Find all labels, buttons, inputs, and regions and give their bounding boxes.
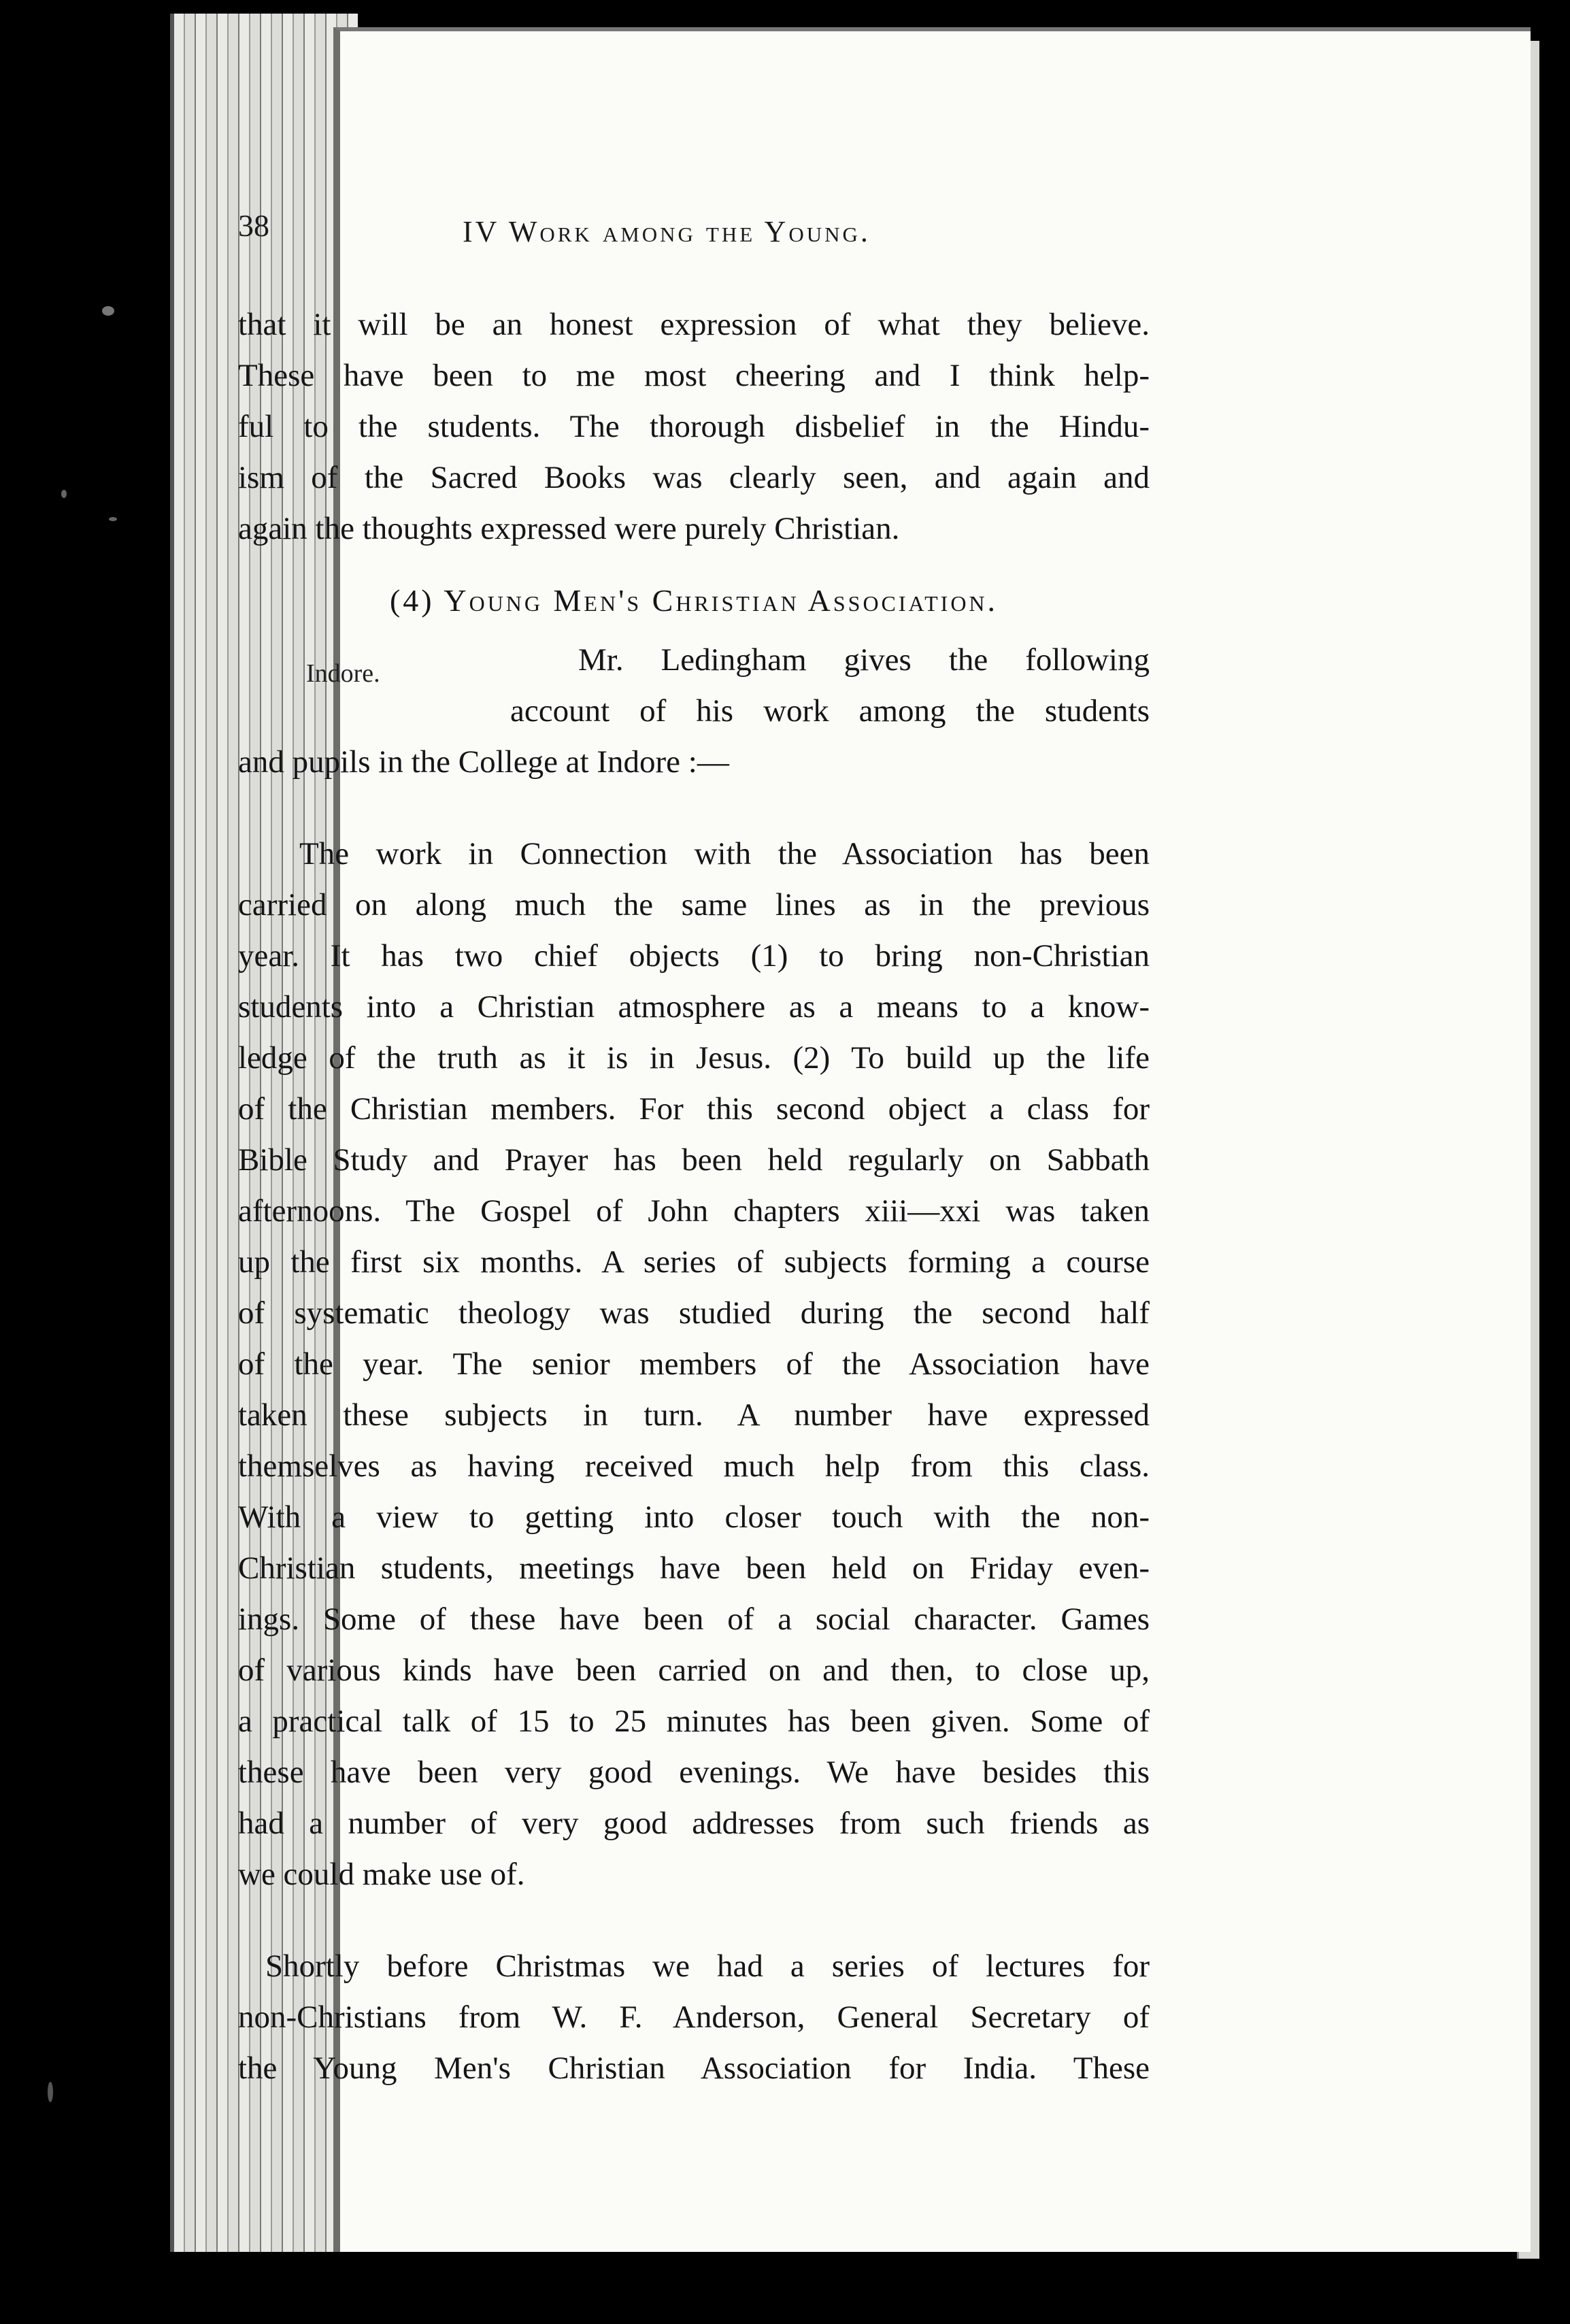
- text-line: The work in Connection with the Association has been: [299, 836, 1150, 872]
- body-text: [238, 299, 1150, 2094]
- text-line: Mr. Ledingham gives the following: [578, 642, 1150, 678]
- page-number: 38: [238, 208, 269, 243]
- text-line: non-Christians from W. F. Anderson, General Secretary of: [238, 1999, 1150, 2035]
- text-line: of the year. The senior members of the Association have: [238, 1346, 1150, 1382]
- text-line: of systematic theology was studied during the second half: [238, 1295, 1150, 1331]
- text-line: These have been to me most cheering and I think help-: [238, 358, 1150, 393]
- text-line: taken these subjects in turn. A number have expressed: [238, 1397, 1150, 1433]
- scan-speck: [109, 517, 117, 521]
- closing-paragraph: [238, 1941, 1150, 2094]
- text-line: year. It has two chief objects (1) to bring non-Christian: [238, 938, 1150, 974]
- text-line: ful to the students. The thorough disbelief in the Hindu-: [238, 409, 1150, 444]
- section-heading: (4) Young Men's Christian Association.: [389, 583, 999, 618]
- margin-note: Indore.: [306, 659, 380, 688]
- text-line: and pupils in the College at Indore :—: [238, 744, 729, 780]
- text-line: Christian students, meetings have been held on Friday even-: [238, 1550, 1150, 1586]
- text-line: the Young Men's Christian Association for India. These: [238, 2051, 1150, 2086]
- text-line: carried on along much the same lines as in the previous: [238, 887, 1150, 923]
- text-line: of various kinds have been carried on and then, to close up,: [238, 1653, 1150, 1688]
- text-line: themselves as having received much help from this class.: [238, 1448, 1150, 1484]
- text-line: had a number of very good addresses from such friends as: [238, 1806, 1150, 1841]
- quoted-paragraph: [238, 829, 1150, 1900]
- text-line: of the Christian members. For this second object a class for: [238, 1091, 1150, 1127]
- text-line: again the thoughts expressed were purely Christian.: [238, 511, 900, 546]
- text-line: Shortly before Christmas we had a series of lectures for: [265, 1948, 1150, 1984]
- text-line: ism of the Sacred Books was clearly seen, and again and: [238, 460, 1150, 495]
- text-line: ings. Some of these have been of a social character. Games: [238, 1601, 1150, 1637]
- text-line: we could make use of.: [238, 1857, 525, 1892]
- text-line: these have been very good evenings. We have besides this: [238, 1755, 1150, 1790]
- text-line: account of his work among the students: [510, 693, 1150, 729]
- scan-speck: [102, 306, 114, 316]
- text-line: that it will be an honest expression of what they believe.: [238, 307, 1150, 342]
- running-title: IV Work among the Young.: [463, 215, 871, 248]
- text-line: With a view to getting into closer touch with the non-: [238, 1499, 1150, 1535]
- text-line: ledge of the truth as it is in Jesus. (2) To build up the life: [238, 1040, 1150, 1076]
- scan-speck: [48, 2082, 53, 2102]
- text-line: up the first six months. A series of subjects forming a course: [238, 1244, 1150, 1280]
- opening-paragraph: [238, 299, 1150, 554]
- text-line: a practical talk of 15 to 25 minutes has been given. Some of: [238, 1704, 1150, 1739]
- text-line: Bible Study and Prayer has been held regularly on Sabbath: [238, 1142, 1150, 1178]
- running-head: [238, 208, 1177, 269]
- text-line: afternoons. The Gospel of John chapters xiii—xxi was taken: [238, 1193, 1150, 1229]
- scan-speck: [61, 490, 67, 498]
- intro-paragraph: [238, 635, 1150, 788]
- text-line: students into a Christian atmosphere as a means to a know-: [238, 989, 1150, 1025]
